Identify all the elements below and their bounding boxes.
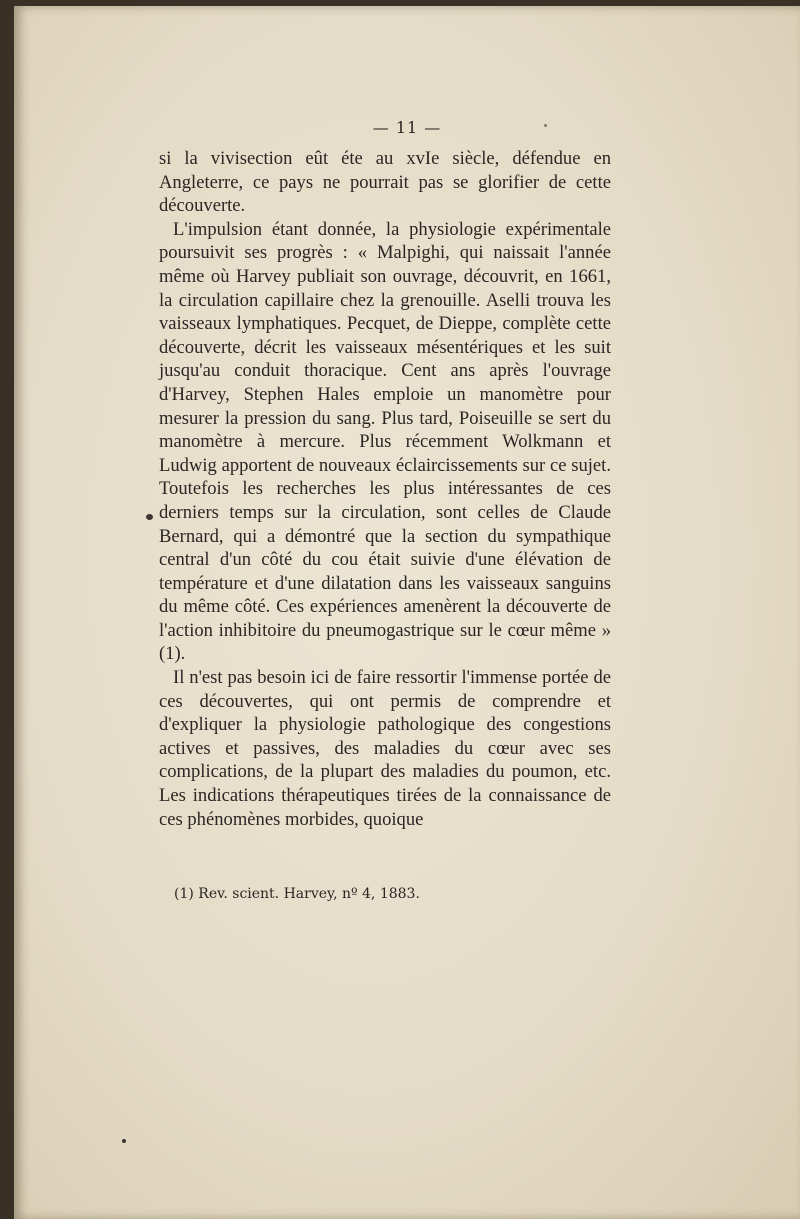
book-page [14, 6, 800, 1219]
paragraph-2: L'impulsion étant donnée, la physiologie expérimentale poursuivit ses progrès : « Malpighi, qui naissait l'année même où Harvey publiait son ouvrage, découvrit, en 1661, la circulation capillaire chez la grenouille. Aselli trouva les vaisseaux lymphatiques. Pecquet, de Dieppe, complète cette découverte, décrit les vaisseaux mésentériques et les suit jusqu'au conduit thoracique. Cent ans après l'ouvrage d'Harvey, Stephen Hales emploie un manomètre pour mesurer la pression du sang. Plus tard, Poiseuille se sert du manomètre à mercure. Plus récemment Wolkmann et Ludwig apportent de nouveaux éclaircissements sur ce sujet. Toutefois les recherches les plus intéressantes de ces derniers temps sur la circulation, sont celles de Claude Bernard, qui a démontré que la section du sympathique central d'un côté du cou était suivie d'une élévation de température et d'une dilatation dans les vaisseaux sanguins du même côté. Ces expériences amenèrent la découverte de l'action inhibitoire du pneumogastrique sur le cœur même » (1). [159, 218, 611, 665]
ink-spot [122, 1139, 126, 1143]
paragraph-3: Il n'est pas besoin ici de faire ressortir l'immense portée de ces découvertes, qui ont permis de comprendre et d'expliquer la physiologie pathologique des congestions actives et passives, des maladies du cœur avec ses complications, de la plupart des maladies du poumon, etc. Les indications thérapeutiques tirées de la connaissance de ces phénomènes morbides, quoique [159, 667, 611, 830]
body-text [159, 147, 611, 831]
page-number: — 11 — [372, 118, 442, 137]
paragraph-1: si la vivisection eût éte au xvIe siècle, défendue en Angleterre, ce pays ne pourrait pas se glorifier de cette découverte. [159, 148, 611, 217]
ink-spot [146, 514, 153, 520]
footnote: (1) Rev. scient. Harvey, nº 4, 1883. [174, 886, 420, 902]
ink-spot [544, 124, 547, 127]
